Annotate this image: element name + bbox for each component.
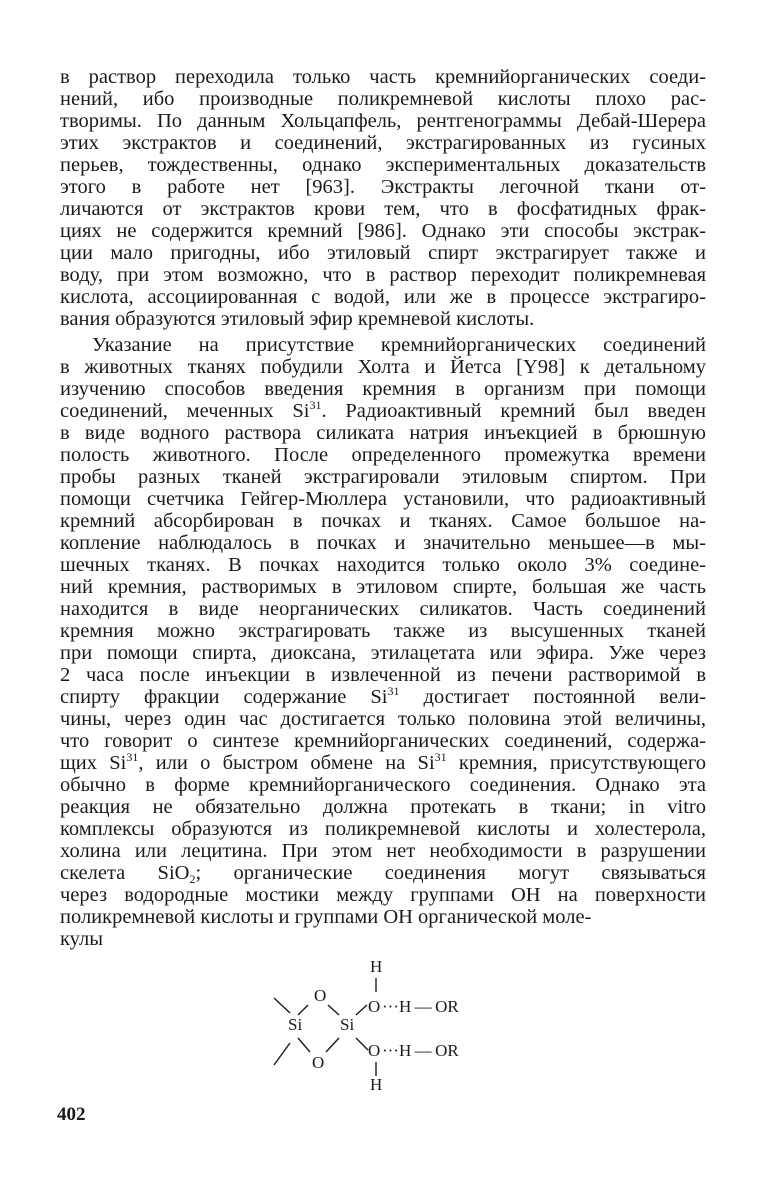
text-line: чины, через один час достигается только половина этой величины,: [60, 708, 706, 730]
text-line: скелета SiO$_2$; органические соединения могут связываться: [60, 862, 706, 886]
formula-o-right-bottom: O: [368, 1041, 381, 1060]
formula-o-right-top: O: [368, 997, 381, 1016]
formula-bond-bottom: ···H — OR: [382, 1041, 459, 1060]
text-line: обычно в форме кремнийорганического соединения. Однако эта: [60, 774, 706, 796]
text-line: полость животного. После определенного промежутка времени: [60, 444, 706, 466]
text-line: помощи счетчика Гейгер-Мюллера установили, что радиоактивный: [60, 488, 706, 510]
text-line: соединений, меченных Si$^{31}$. Радиоактивный кремний был введен: [60, 398, 706, 422]
text-line: личаются от экстрактов крови тем, что в фосфатидных фрак-: [60, 198, 706, 220]
formula-o-bridge-top: O: [314, 986, 327, 1005]
text-line: творимы. По данным Хольцапфель, рентгенограммы Дебай-Шерера: [60, 110, 706, 132]
text-line: через водородные мостики между группами OH на поверхности: [60, 884, 706, 906]
formula-si-right: Si: [340, 1015, 355, 1034]
formula-h-top: H: [370, 957, 383, 976]
text-line: 2 часа после инъекции в извлеченной из печени растворимой в: [60, 664, 706, 686]
text-line: в раствор переходила только часть кремнийорганических соеди-: [60, 66, 706, 88]
formula-bond-top: ···H — OR: [382, 997, 459, 1016]
text-line: циях не содержится кремний [986]. Однако эти способы экстрак-: [60, 220, 706, 242]
text-line: нений, ибо производные поликремневой кислоты плохо рас-: [60, 88, 706, 110]
text-line: спирту фракции содержание Si$^{31}$ достигает постоянной вели-: [60, 684, 706, 708]
text-line: пробы разных тканей экстрагировали этиловым спиртом. При: [60, 466, 706, 488]
text-line: реакция не обязательно должна протекать в ткани; in vitro: [60, 796, 706, 818]
text-line: кулы: [60, 928, 104, 950]
text-line: поликремневой кислоты и группами OH органической моле-: [60, 906, 592, 928]
formula-h-bottom: H: [370, 1075, 383, 1094]
text-line: ции мало пригодны, ибо этиловый спирт экстрагирует также и: [60, 242, 706, 264]
text-line: копление наблюдалось в почках и значительно меньшее—в мы-: [60, 532, 706, 554]
formula-si-left: Si: [288, 1015, 303, 1034]
text-line: в виде водного раствора силиката натрия инъекцией в брюшную: [60, 422, 706, 444]
text-line: находится в виде неорганических силикатов. Часть соединений: [60, 598, 706, 620]
formula-o-bridge-bottom: O: [312, 1053, 325, 1072]
page-number: 402: [57, 1104, 86, 1125]
text-line: комплексы образуются из поликремневой кислоты и холестерола,: [60, 818, 706, 840]
text-line: кремний абсорбирован в почках и тканях. Самое большое на-: [60, 510, 706, 532]
text-line: ний кремния, растворимых в этиловом спирте, большая же часть: [60, 576, 706, 598]
text-line: воду, при этом возможно, что в раствор переходит поликремневая: [60, 264, 706, 286]
text-line: холина или лецитина. При этом нет необходимости в разрушении: [60, 840, 706, 862]
text-line: этого в работе нет [963]. Экстракты легочной ткани от-: [60, 176, 706, 198]
text-line: что говорит о синтезе кремнийорганических соединений, содержа-: [60, 730, 706, 752]
text-line: вания образуются этиловый эфир кремневой кислоты.: [60, 308, 535, 330]
text-line: кислота, ассоциированная с водой, или же в процессе экстрагиро-: [60, 286, 706, 308]
text-line: при помощи спирта, диоксана, этилацетата или эфира. Уже через: [60, 642, 706, 664]
text-line: изучению способов введения кремния в организм при помощи: [60, 378, 706, 400]
text-line: Указание на присутствие кремнийорганических соединений: [92, 334, 706, 356]
text-line: шечных тканях. В почках находится только около 3% соедине-: [60, 554, 706, 576]
structural-formula: [260, 950, 500, 1100]
text-line: этих экстрактов и соединений, экстрагированных из гусиных: [60, 132, 706, 154]
text-line: в животных тканях побудили Холта и Йетса [Y98] к детальному: [60, 356, 706, 378]
text-line: щих Si$^{31}$, или о быстром обмене на Si$^{31}$ кремния, присутствующего: [60, 750, 707, 774]
text-line: кремния можно экстрагировать также из высушенных тканей: [60, 620, 706, 642]
text-line: перьев, тождественны, однако экспериментальных доказательств: [60, 154, 706, 176]
